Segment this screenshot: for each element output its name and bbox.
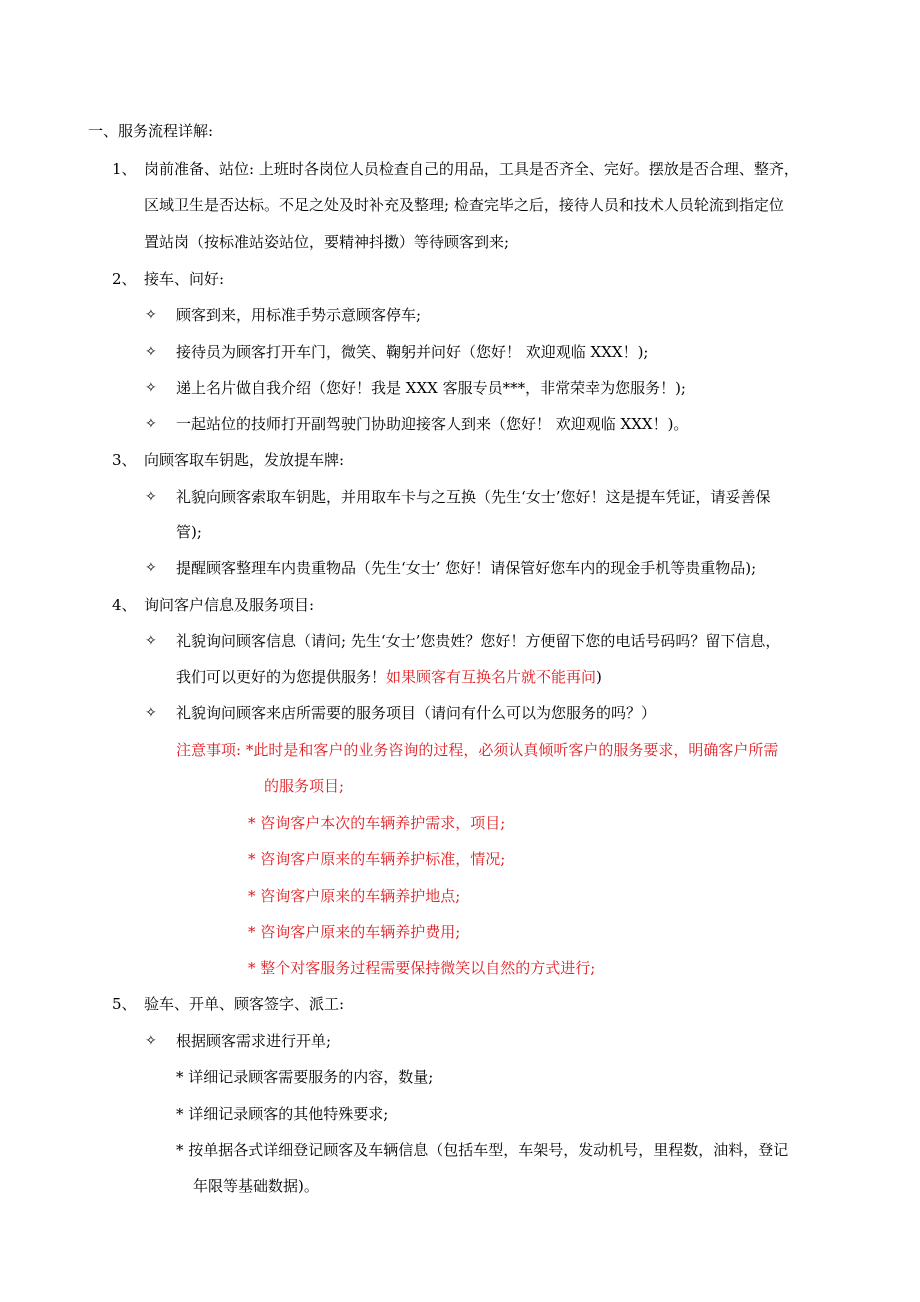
- diamond-bullet-icon: ✧: [145, 705, 157, 721]
- item-2-bullet-4: 一起站位的技师打开副驾驶门协助迎接客人到来（您好！ 欢迎观临 XXX！)。: [176, 415, 689, 433]
- diamond-bullet-icon: ✧: [145, 307, 157, 323]
- item-3-bullet-2: 提醒顾客整理车内贵重物品（先生‘女士’ 您好！请保管好您车内的现金手机等贵重物品);: [176, 559, 757, 577]
- item-4-bullet-1-line-2-end: ): [596, 668, 602, 686]
- item-5-subpoint-3-cont: 年限等基础数据)。: [193, 1177, 319, 1195]
- item-5-subpoint-1: * 详细记录顾客需要服务的内容，数量;: [176, 1068, 434, 1086]
- item-3-bullet-1-line-1: 礼貌向顾客索取车钥匙，并用取车卡与之互换（先生‘女士’您好！这是提车凭证，请妥善保: [176, 488, 771, 506]
- diamond-bullet-icon: ✧: [145, 380, 157, 396]
- item-5-subpoint-3: * 按单据各式详细登记顾客及车辆信息（包括车型，车架号，发动机号，里程数，油料，登记: [176, 1141, 789, 1159]
- item-4-bullet-1-line-2-red: 如果顾客有互换名片就不能再问: [386, 668, 597, 686]
- diamond-bullet-icon: ✧: [145, 633, 157, 649]
- diamond-bullet-icon: ✧: [145, 489, 157, 505]
- item-number-3: 3、: [112, 451, 137, 469]
- item-4-heading: 询问客户信息及服务项目:: [144, 596, 315, 614]
- diamond-bullet-icon: ✧: [145, 560, 157, 576]
- item-4-bullet-1-line-2: [176, 667, 602, 687]
- notice-point-5: * 整个对客服务过程需要保持微笑以自然的方式进行;: [248, 959, 596, 977]
- item-number-5: 5、: [112, 995, 137, 1013]
- item-2-bullet-3: 递上名片做自我介绍（您好！我是 XXX 客服专员***，非常荣幸为您服务！);: [176, 379, 686, 397]
- item-4-bullet-2: 礼貌询问顾客来店所需要的服务项目（请问有什么可以为您服务的吗？）: [176, 704, 657, 722]
- item-3-bullet-1-line-2: 管);: [176, 523, 202, 541]
- item-2-bullet-2: 接待员为顾客打开车门，微笑、鞠躬并问好（您好！ 欢迎观临 XXX！);: [176, 343, 649, 361]
- item-1-line-3: 置站岗（按标准站姿站位，要精神抖擞）等待顾客到来;: [144, 233, 510, 251]
- notice-point-3: * 咨询客户原来的车辆养护地点;: [248, 887, 461, 905]
- notice-text: *此时是和客户的业务咨询的过程，必须认真倾听客户的服务要求，明确客户所需: [245, 741, 779, 759]
- diamond-bullet-icon: ✧: [145, 416, 157, 432]
- item-number-1: 1、: [112, 160, 137, 178]
- notice-point-1: * 咨询客户本次的车辆养护需求，项目;: [248, 814, 506, 832]
- notice-point-2: * 咨询客户原来的车辆养护标准，情况;: [248, 850, 506, 868]
- item-3-heading: 向顾客取车钥匙，发放提车牌:: [144, 451, 345, 469]
- item-4-bullet-1-line-1: 礼貌询问顾客信息（请问; 先生‘女士’您贵姓？您好！方便留下您的电话号码吗？留下信息，: [176, 632, 781, 650]
- item-5-bullet-1: 根据顾客需求进行开单;: [176, 1032, 332, 1050]
- item-number-4: 4、: [112, 596, 137, 614]
- item-5-subpoint-2: * 详细记录顾客的其他特殊要求;: [176, 1105, 389, 1123]
- diamond-bullet-icon: ✧: [145, 344, 157, 360]
- notice-line-2: 的服务项目;: [264, 777, 345, 795]
- item-2-bullet-1: 顾客到来，用标准手势示意顾客停车;: [176, 306, 422, 324]
- section-title: 一、服务流程详解:: [88, 122, 214, 140]
- item-4-bullet-1-line-2-black: 我们可以更好的为您提供服务！: [176, 668, 387, 686]
- notice-line-1: [176, 740, 778, 760]
- item-number-2: 2、: [112, 270, 137, 288]
- item-1-line-2: 区域卫生是否达标。不足之处及时补充及整理; 检查完毕之后，接待人员和技术人员轮流到指定位: [144, 196, 784, 214]
- item-1-line-1: 岗前准备、站位: 上班时各岗位人员检查自己的用品，工具是否齐全、完好。摆放是否合理、整齐，: [144, 160, 799, 178]
- diamond-bullet-icon: ✧: [145, 1033, 157, 1049]
- item-5-heading: 验车、开单、顾客签字、派工:: [144, 995, 345, 1013]
- item-2-heading: 接车、问好:: [144, 270, 225, 288]
- notice-label: 注意事项:: [176, 741, 246, 759]
- notice-point-4: * 咨询客户原来的车辆养护费用;: [248, 923, 461, 941]
